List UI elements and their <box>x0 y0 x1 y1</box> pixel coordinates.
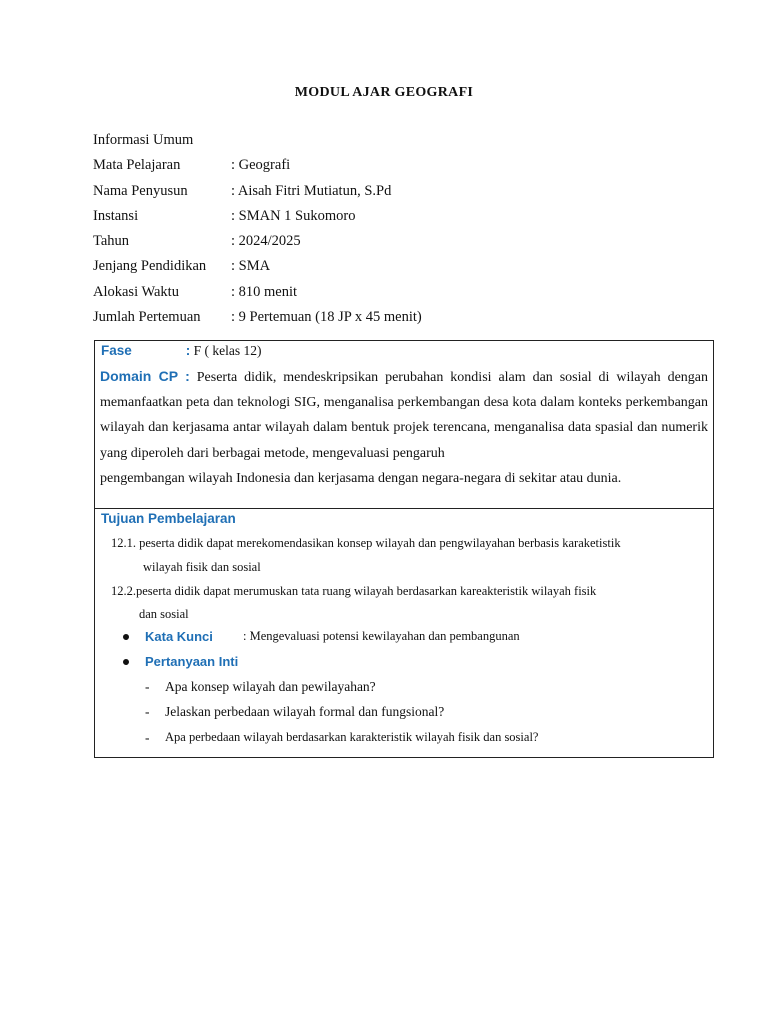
question-item <box>145 730 538 746</box>
pertanyaan-inti-item <box>123 654 238 669</box>
info-heading: Informasi Umum <box>93 132 194 148</box>
fase-separator: : <box>185 343 191 358</box>
domain-cp <box>100 364 708 491</box>
info-value: : 2024/2025 <box>231 233 301 250</box>
info-value: : 9 Pertemuan (18 JP x 45 menit) <box>231 309 422 326</box>
bullet-icon <box>123 659 129 665</box>
document-title: MODUL AJAR GEOGRAFI <box>294 85 474 100</box>
fase-value: F ( kelas 12) <box>190 343 262 358</box>
bullet-icon <box>123 634 129 640</box>
info-label: Jumlah Pertemuan <box>93 309 201 326</box>
dash-icon: - <box>145 704 150 719</box>
fase-label: Fase <box>101 343 132 358</box>
info-row <box>93 305 422 330</box>
info-label: Alokasi Waktu <box>93 283 179 300</box>
info-value: : SMA <box>231 258 271 275</box>
dash-icon: - <box>145 679 150 694</box>
question-text: Apa konsep wilayah dan pewilayahan? <box>165 679 376 694</box>
goal-1-line-1: 12.1. peserta didik dapat merekomendasikan konsep wilayah dan pengwilayahan berbasis karaketistik <box>111 536 621 550</box>
goal-2-line-2: dan sosial <box>139 607 189 621</box>
kata-kunci-label: Kata Kunci <box>145 629 213 644</box>
info-row <box>93 153 422 178</box>
info-value: : 810 menit <box>231 283 298 300</box>
question-text: Jelaskan perbedaan wilayah formal dan fungsional? <box>165 704 445 719</box>
info-label: Tahun <box>93 233 130 250</box>
info-value: : Aisah Fitri Mutiatun, S.Pd <box>231 182 392 199</box>
dash-icon: - <box>145 730 150 745</box>
info-label: Instansi <box>93 207 139 224</box>
info-value: : SMAN 1 Sukomoro <box>231 207 356 224</box>
info-label: Mata Pelajaran <box>93 157 181 174</box>
fase-line <box>101 342 262 360</box>
info-row <box>93 204 422 229</box>
info-label: Jenjang Pendidikan <box>93 258 207 275</box>
kata-kunci-item <box>123 629 520 644</box>
question-item <box>145 704 444 720</box>
info-label: Nama Penyusun <box>93 182 188 199</box>
info-row <box>93 254 422 279</box>
question-item <box>145 679 376 695</box>
kata-kunci-value: : Mengevaluasi potensi kewilayahan dan pembangunan <box>243 629 520 643</box>
pertanyaan-label: Pertanyaan Inti <box>145 654 239 669</box>
goal-2-line-1: 12.2.peserta didik dapat merumuskan tata ruang wilayah berdasarkan kareakteristik wilayah fisik <box>111 584 597 598</box>
learning-box <box>94 340 714 758</box>
domain-last-line: pengembangan wilayah Indonesia dan kerjasama dengan negara-negara di sekitar atau dunia. <box>100 470 622 486</box>
domain-text: Peserta didik, mendeskripsikan perubahan kondisi alam dan sosial di wilayah dengan memanfaatkan peta dan teknologi SIG, menganalisa perkembangan desa kota dalam konteks perkembangan wilayah dan kerjasama antar wilayah dalam bentuk projek terencana, menganalisa data spasial dan numerik yang diperoleh dari berbagai metode, mengevaluasi pengaruh <box>100 370 708 461</box>
tujuan-heading: Tujuan Pembelajaran <box>101 511 236 526</box>
domain-label: Domain CP : <box>100 368 190 384</box>
info-row <box>93 229 422 254</box>
info-value: : Geografi <box>231 157 291 174</box>
goal-1-line-2: wilayah fisik dan sosial <box>143 560 261 574</box>
general-info <box>93 128 422 330</box>
info-row <box>93 280 422 305</box>
info-row <box>93 179 422 204</box>
question-text: Apa perbedaan wilayah berdasarkan karakteristik wilayah fisik dan sosial? <box>165 730 539 744</box>
